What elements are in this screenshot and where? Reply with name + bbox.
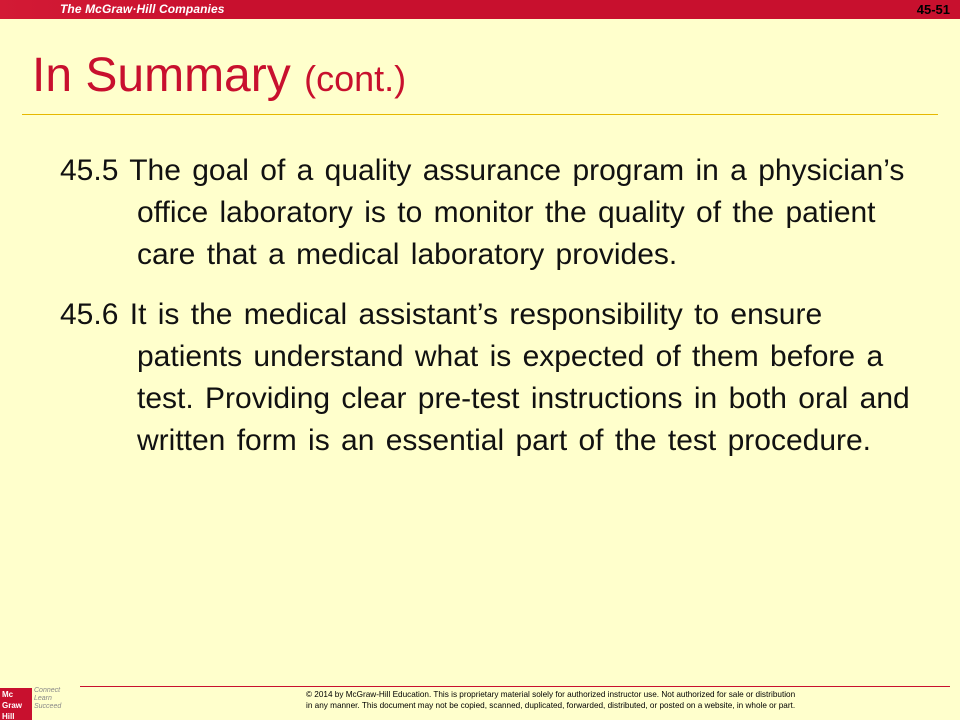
logo-line: Mc bbox=[2, 690, 14, 699]
slide-title bbox=[32, 48, 406, 107]
copyright-notice bbox=[306, 689, 956, 711]
slide-title-sub: (cont.) bbox=[304, 58, 407, 99]
slide-number: 45-51 bbox=[916, 2, 950, 17]
summary-item-text: It is the medical assistant’s responsibility to ensure patients understand what is expected of them before a test. Providing clear pre-test instructions in both oral and written form is an essential part of the test procedure. bbox=[129, 298, 910, 457]
summary-item bbox=[60, 294, 920, 462]
copyright-line: © 2014 by McGraw-Hill Education. This is proprietary material solely for authorized instructor use. Not authorized for sale or distribution bbox=[306, 690, 796, 699]
logo-line: Hill bbox=[2, 712, 15, 720]
tagline-line: Learn bbox=[34, 695, 52, 702]
mcgraw-hill-logo bbox=[0, 688, 32, 720]
top-banner bbox=[0, 0, 960, 19]
tagline-line: Succeed bbox=[34, 703, 62, 710]
title-divider bbox=[22, 114, 938, 115]
logo-tagline bbox=[34, 687, 74, 711]
summary-content bbox=[60, 150, 920, 480]
copyright-line: in any manner. This document may not be copied, scanned, duplicated, forwarded, distributed, or posted on a website, in whole or part. bbox=[306, 701, 796, 710]
summary-item-number: 45.5 bbox=[60, 154, 119, 187]
summary-item bbox=[60, 150, 920, 276]
logo-line: Graw bbox=[2, 701, 23, 710]
summary-item-text: The goal of a quality assurance program in a physician’s office laboratory is to monitor the quality of the patient care that a medical laboratory provides. bbox=[129, 154, 905, 271]
summary-item-number: 45.6 bbox=[60, 298, 119, 331]
tagline-line: Connect bbox=[34, 687, 61, 694]
slide-title-main: In Summary bbox=[32, 49, 291, 102]
footer-divider bbox=[80, 686, 950, 687]
publisher-name: The McGraw·Hill Companies bbox=[60, 2, 225, 16]
